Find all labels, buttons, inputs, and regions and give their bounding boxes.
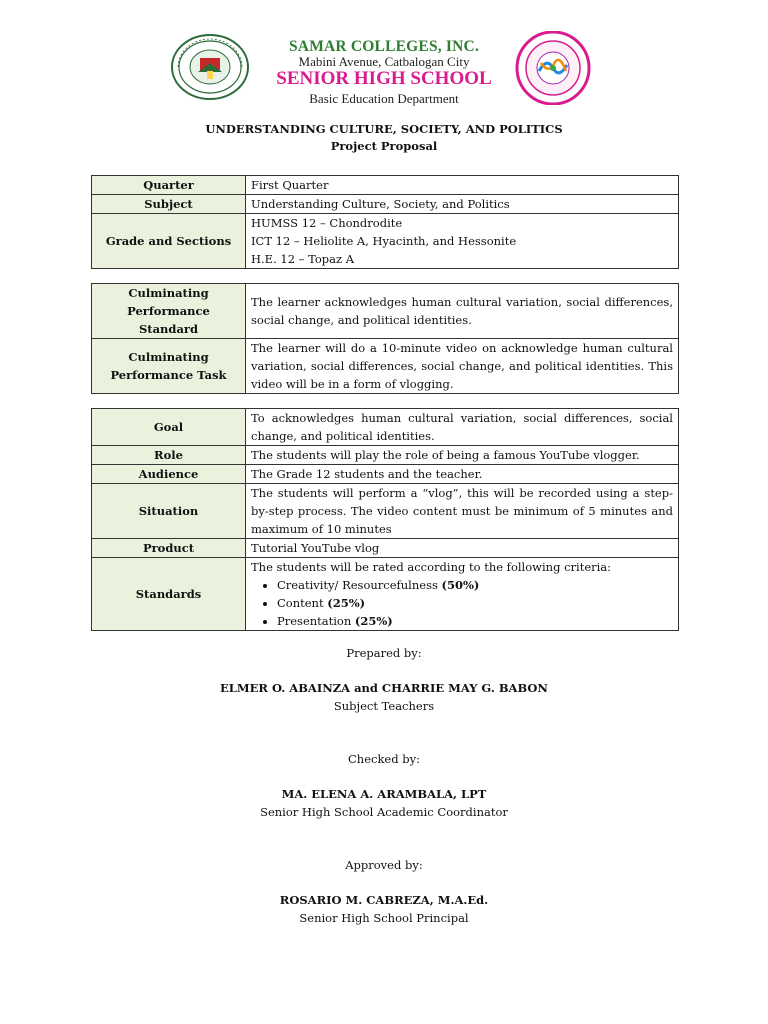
row-label: Audience xyxy=(92,465,246,484)
list-item xyxy=(277,594,673,612)
prepared-by-label: Prepared by: xyxy=(346,646,422,660)
row-label: Culminating Performance Task xyxy=(92,339,246,394)
criterion-name: Creativity/ Resourcefulness xyxy=(277,578,438,592)
checked-by-name: MA. ELENA A. ARAMBALA, LPT xyxy=(281,787,487,801)
table-row xyxy=(92,195,679,214)
row-value: The learner will do a 10-minute video on acknowledge human cultural variation, social differences, social change, and political identities. This video will be in a form of vlogging. xyxy=(246,339,679,394)
row-value: First Quarter xyxy=(246,176,679,195)
section-line: ICT 12 – Heliolite A, Hyacinth, and Hessonite xyxy=(251,234,517,248)
row-value: The students will perform a “vlog”, this will be recorded using a step-by-step process. The video content must be minimum of 5 minutes and maximum of 10 minutes xyxy=(246,484,679,539)
approved-by-role: Senior High School Principal xyxy=(299,911,469,925)
table-row xyxy=(92,409,679,446)
criterion-weight: (50%) xyxy=(441,578,480,592)
table-row xyxy=(92,339,679,394)
department-name: Basic Education Department xyxy=(309,91,459,106)
table-row xyxy=(92,176,679,195)
section-line: HUMSS 12 – Chondrodite xyxy=(251,216,403,230)
row-label: Culminating Performance Standard xyxy=(92,284,246,339)
row-value: Understanding Culture, Society, and Politics xyxy=(246,195,679,214)
row-value xyxy=(246,558,679,631)
list-item xyxy=(277,576,673,594)
table-row xyxy=(92,465,679,484)
row-value xyxy=(246,214,679,269)
table-row xyxy=(92,539,679,558)
criterion-name: Presentation xyxy=(277,614,352,628)
row-value: Tutorial YouTube vlog xyxy=(246,539,679,558)
samar-college-seal-icon xyxy=(170,33,250,101)
performance-table xyxy=(91,283,679,394)
school-address: Mabini Avenue, Catbalogan City xyxy=(298,54,470,69)
division-name: SENIOR HIGH SCHOOL xyxy=(276,68,492,89)
row-label: Standards xyxy=(92,558,246,631)
letterhead xyxy=(0,30,768,110)
table-row xyxy=(92,558,679,631)
senior-high-school-seal-icon xyxy=(514,31,592,105)
table-row xyxy=(92,284,679,339)
approved-by-name: ROSARIO M. CABREZA, M.A.Ed. xyxy=(279,893,489,907)
school-name: SAMAR COLLEGES, INC. xyxy=(288,38,480,55)
row-value: The Grade 12 students and the teacher. xyxy=(246,465,679,484)
criteria-intro: The students will be rated according to the following criteria: xyxy=(251,560,612,574)
row-label: Role xyxy=(92,446,246,465)
criterion-weight: (25%) xyxy=(354,614,393,628)
row-label: Product xyxy=(92,539,246,558)
approved-by-label: Approved by: xyxy=(345,858,423,872)
prepared-by-names: ELMER O. ABAINZA and CHARRIE MAY G. BABON xyxy=(220,681,548,695)
table-row xyxy=(92,446,679,465)
row-label: Grade and Sections xyxy=(92,214,246,269)
row-label: Goal xyxy=(92,409,246,446)
checked-by-role: Senior High School Academic Coordinator xyxy=(260,805,508,819)
criterion-name: Content xyxy=(277,596,324,610)
row-value: The students will play the role of being a famous YouTube vlogger. xyxy=(246,446,679,465)
row-label: Subject xyxy=(92,195,246,214)
row-value: To acknowledges human cultural variation, social differences, social change, and political identities. xyxy=(246,409,679,446)
table-row xyxy=(92,484,679,539)
grasps-table xyxy=(91,408,679,631)
course-info-table xyxy=(91,175,679,269)
table-row xyxy=(92,214,679,269)
document-title: UNDERSTANDING CULTURE, SOCIETY, AND POLITICS xyxy=(205,122,563,136)
checked-by-label: Checked by: xyxy=(348,752,420,766)
criterion-weight: (25%) xyxy=(327,596,366,610)
row-label: Quarter xyxy=(92,176,246,195)
prepared-by-role: Subject Teachers xyxy=(333,699,435,713)
row-value: The learner acknowledges human cultural variation, social differences, social change, and political identities. xyxy=(246,284,679,339)
list-item xyxy=(277,612,673,630)
criteria-list xyxy=(251,576,673,630)
row-label: Situation xyxy=(92,484,246,539)
section-line: H.E. 12 – Topaz A xyxy=(251,252,355,266)
document-subtitle: Project Proposal xyxy=(330,139,438,153)
